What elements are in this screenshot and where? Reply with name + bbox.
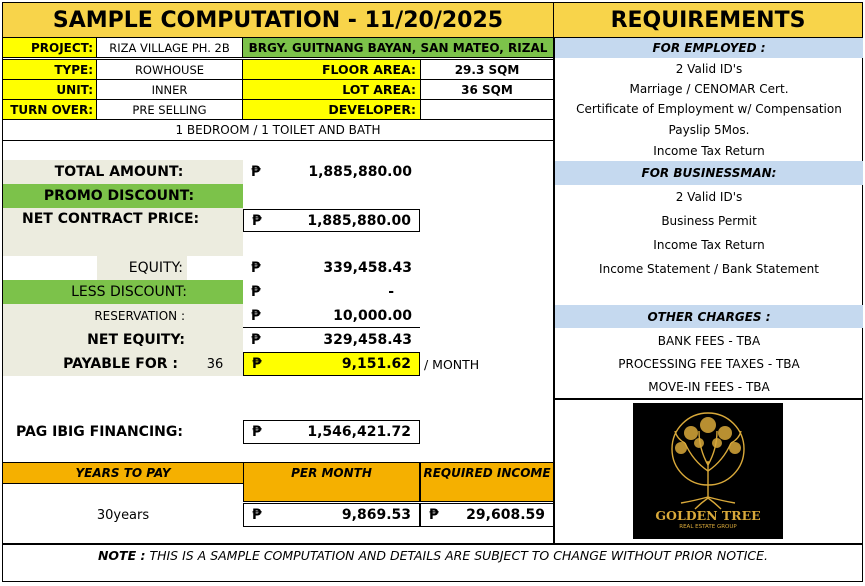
other-charges-header: OTHER CHARGES : [555,305,863,328]
peso-sign: ₱ [252,507,262,523]
ncp-label: NET CONTRACT PRICE: [22,211,200,227]
type-value: ROWHOUSE [96,59,243,80]
lot-area-value: 36 SQM [420,79,554,100]
income-cell [420,503,554,527]
pagibig-label: PAG IBIG FINANCING: [16,424,183,440]
type-label: TYPE: [2,59,97,80]
less-discount-cell [243,280,420,304]
ncp-cell [243,209,420,232]
logo-name: GOLDEN TREE [655,507,761,523]
note-label: NOTE : [97,547,146,563]
peso-sign: ₱ [251,332,261,348]
net-equity-cell [243,328,420,352]
ncp-value: 1,885,880.00 [307,212,411,229]
peso-sign: ₱ [251,164,261,180]
other-charges-item: PROCESSING FEE TAXES - TBA [618,357,800,371]
monthly-value: 9,151.62 [341,356,411,372]
business-item: Business Permit [661,214,757,228]
years-header: YEARS TO PAY [3,462,243,484]
peso-sign: ₱ [252,356,262,372]
per-month-text: / MONTH [424,356,480,372]
lot-area-label: LOT AREA: [242,79,421,100]
promo-discount-label: PROMO DISCOUNT: [3,184,243,208]
monthly-cell [243,352,420,376]
requirements-title: REQUIREMENTS [553,2,863,38]
reservation-cell [243,304,420,328]
floor-area-value: 29.3 SQM [420,59,554,80]
business-item: Income Tax Return [653,238,765,252]
employed-item: Marriage / CENOMAR Cert. [629,82,789,96]
reservation-label: RESERVATION : [3,304,243,328]
per-month-header: PER MONTH [243,462,420,502]
peso-sign: ₱ [251,284,261,300]
floor-area-label: FLOOR AREA: [242,59,421,80]
project-value: RIZA VILLAGE PH. 2B [96,37,243,58]
page-title: SAMPLE COMPUTATION - 11/20/2025 [2,2,554,38]
other-charges-item: MOVE-IN FEES - TBA [648,380,770,394]
unit-description: 1 BEDROOM / 1 TOILET AND BATH [2,119,554,141]
developer-value [420,99,554,120]
developer-label: DEVELOPER: [242,99,421,120]
turnover-label: TURN OVER: [2,99,97,120]
income-value: 29,608.59 [466,507,545,523]
requirements-divider [555,398,863,400]
peso-sign: ₱ [251,307,261,324]
employed-item: 2 Valid ID's [675,62,743,76]
note-text: THIS IS A SAMPLE COMPUTATION AND DETAILS ARE SUBJECT TO CHANGE WITHOUT PRIOR NOTICE. [145,547,769,563]
less-discount-label: LESS DISCOUNT: [3,280,243,304]
peso-sign: ₱ [429,507,439,523]
peso-sign: ₱ [252,212,262,229]
peso-sign: ₱ [252,424,262,440]
years-value: 30years [96,507,150,523]
turnover-value: PRE SELLING [96,99,243,120]
net-equity-value: 329,458.43 [323,332,412,348]
business-item: 2 Valid ID's [675,190,743,204]
pagibig-value: 1,546,421.72 [307,424,411,440]
project-label: PROJECT: [2,37,97,58]
employed-item: Certificate of Employment w/ Compensation [576,102,842,116]
payable-months: 36 [206,356,224,372]
equity-cell [243,256,420,280]
unit-value: INNER [96,79,243,100]
total-amount-value: 1,885,880.00 [308,164,412,180]
per-month-cell [243,503,420,527]
pagibig-cell [243,420,420,444]
logo-tagline: REAL ESTATE GROUP [679,524,737,530]
unit-label: UNIT: [2,79,97,100]
location: BRGY. GUITNANG BAYAN, SAN MATEO, RIZAL [242,37,554,58]
equity-label: EQUITY: [97,256,187,280]
equity-value: 339,458.43 [323,260,412,276]
employed-item: Income Tax Return [653,144,765,158]
note [3,544,863,566]
employed-item: Payslip 5Mos. [668,123,750,137]
payable-label: PAYABLE FOR : [63,356,178,372]
other-charges-item: BANK FEES - TBA [657,334,761,348]
total-amount-label: TOTAL AMOUNT: [54,164,184,180]
business-header: FOR BUSINESSMAN: [555,161,863,185]
peso-sign: ₱ [251,260,261,276]
less-discount-value: - [388,284,394,300]
income-header: REQUIRED INCOME [420,462,554,502]
business-item: Income Statement / Bank Statement [599,262,819,276]
total-amount-cell [243,160,420,184]
golden-tree-logo [633,403,783,539]
employed-header: FOR EMPLOYED : [555,38,863,58]
reservation-value: 10,000.00 [333,307,412,324]
per-month-value: 9,869.53 [341,507,411,523]
net-equity-label: NET EQUITY: [3,328,243,352]
